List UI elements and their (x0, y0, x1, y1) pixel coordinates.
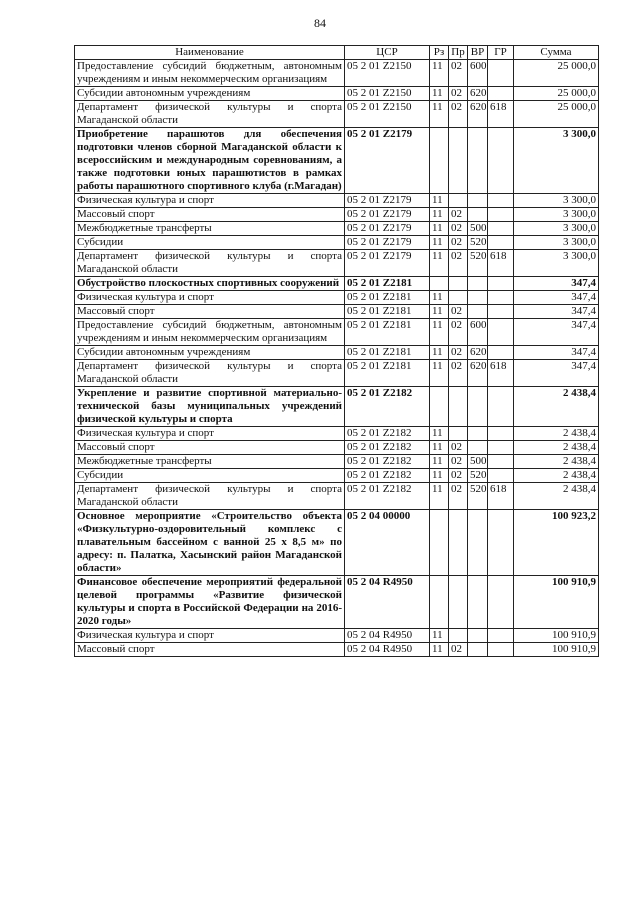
cell-rz (430, 576, 449, 629)
cell-gr (488, 305, 514, 319)
cell-sum: 25 000,0 (514, 87, 599, 101)
table-row (75, 441, 599, 455)
cell-pr (449, 387, 468, 427)
table-row (75, 360, 599, 387)
cell-name: Массовый спорт (75, 643, 345, 657)
cell-name: Массовый спорт (75, 208, 345, 222)
cell-pr (449, 576, 468, 629)
cell-rz: 11 (430, 427, 449, 441)
cell-gr (488, 346, 514, 360)
cell-code: 05 2 01 Z2182 (345, 469, 430, 483)
cell-sum: 347,4 (514, 277, 599, 291)
table-body (75, 60, 599, 657)
cell-vr: 500 (468, 222, 488, 236)
cell-name: Субсидии автономным учреждениям (75, 87, 345, 101)
cell-vr (468, 643, 488, 657)
cell-code: 05 2 01 Z2179 (345, 236, 430, 250)
table-row (75, 128, 599, 194)
cell-gr (488, 128, 514, 194)
cell-code: 05 2 01 Z2181 (345, 277, 430, 291)
cell-sum: 2 438,4 (514, 441, 599, 455)
cell-sum: 3 300,0 (514, 194, 599, 208)
cell-rz: 11 (430, 629, 449, 643)
cell-name: Обустройство плоскостных спортивных сооружений (75, 277, 345, 291)
cell-pr: 02 (449, 441, 468, 455)
cell-code: 05 2 01 Z2179 (345, 222, 430, 236)
table-row (75, 87, 599, 101)
cell-gr (488, 455, 514, 469)
cell-name: Финансовое обеспечение мероприятий федеральной целевой программы «Развитие физической культуры и спорта в Российской Федерации на 2016-2020 годы» (75, 576, 345, 629)
cell-code: 05 2 01 Z2181 (345, 360, 430, 387)
cell-vr (468, 194, 488, 208)
cell-gr (488, 576, 514, 629)
cell-sum: 2 438,4 (514, 469, 599, 483)
page-number: 84 (314, 16, 326, 30)
cell-vr: 520 (468, 250, 488, 277)
cell-sum: 100 910,9 (514, 643, 599, 657)
cell-name: Межбюджетные трансферты (75, 222, 345, 236)
cell-vr (468, 387, 488, 427)
cell-name: Физическая культура и спорт (75, 629, 345, 643)
cell-gr (488, 277, 514, 291)
cell-sum: 3 300,0 (514, 250, 599, 277)
table-row (75, 629, 599, 643)
cell-gr (488, 194, 514, 208)
cell-code: 05 2 01 Z2182 (345, 455, 430, 469)
table-row (75, 483, 599, 510)
cell-code: 05 2 04 R4950 (345, 643, 430, 657)
cell-gr (488, 208, 514, 222)
table-row (75, 455, 599, 469)
cell-rz: 11 (430, 346, 449, 360)
cell-sum: 347,4 (514, 305, 599, 319)
cell-rz: 11 (430, 319, 449, 346)
cell-code: 05 2 01 Z2182 (345, 387, 430, 427)
cell-gr (488, 60, 514, 87)
cell-code: 05 2 01 Z2182 (345, 483, 430, 510)
cell-code: 05 2 01 Z2150 (345, 87, 430, 101)
cell-name: Массовый спорт (75, 441, 345, 455)
cell-name: Межбюджетные трансферты (75, 455, 345, 469)
cell-pr: 02 (449, 222, 468, 236)
cell-sum: 100 910,9 (514, 576, 599, 629)
cell-rz: 11 (430, 360, 449, 387)
cell-gr (488, 291, 514, 305)
cell-name: Укрепление и развитие спортивной материально-технической базы муниципальных учреждений физической культуры и спорта (75, 387, 345, 427)
cell-pr: 02 (449, 101, 468, 128)
cell-pr: 02 (449, 208, 468, 222)
cell-vr (468, 576, 488, 629)
cell-sum: 2 438,4 (514, 483, 599, 510)
cell-pr (449, 510, 468, 576)
cell-gr (488, 87, 514, 101)
cell-gr (488, 629, 514, 643)
cell-sum: 100 910,9 (514, 629, 599, 643)
table-row (75, 346, 599, 360)
cell-gr: 618 (488, 101, 514, 128)
cell-pr: 02 (449, 643, 468, 657)
cell-vr (468, 629, 488, 643)
cell-name: Физическая культура и спорт (75, 291, 345, 305)
cell-rz: 11 (430, 101, 449, 128)
cell-pr (449, 291, 468, 305)
table-row (75, 510, 599, 576)
table-row (75, 194, 599, 208)
cell-vr (468, 208, 488, 222)
cell-code: 05 2 01 Z2182 (345, 427, 430, 441)
cell-sum: 3 300,0 (514, 208, 599, 222)
cell-pr: 02 (449, 360, 468, 387)
cell-code: 05 2 01 Z2179 (345, 208, 430, 222)
budget-table (74, 45, 599, 657)
cell-pr (449, 629, 468, 643)
cell-vr (468, 128, 488, 194)
table-row (75, 236, 599, 250)
cell-rz: 11 (430, 469, 449, 483)
cell-sum: 347,4 (514, 291, 599, 305)
cell-sum: 347,4 (514, 360, 599, 387)
cell-code: 05 2 01 Z2179 (345, 194, 430, 208)
cell-pr: 02 (449, 60, 468, 87)
cell-vr: 620 (468, 87, 488, 101)
table-row (75, 208, 599, 222)
header-gr: ГР (488, 46, 514, 60)
cell-gr: 618 (488, 250, 514, 277)
cell-vr: 620 (468, 360, 488, 387)
cell-sum: 2 438,4 (514, 455, 599, 469)
cell-rz: 11 (430, 87, 449, 101)
cell-rz (430, 510, 449, 576)
table-row (75, 277, 599, 291)
cell-code: 05 2 01 Z2179 (345, 128, 430, 194)
cell-rz: 11 (430, 291, 449, 305)
cell-vr: 620 (468, 101, 488, 128)
cell-vr: 600 (468, 319, 488, 346)
cell-rz (430, 128, 449, 194)
cell-sum: 347,4 (514, 346, 599, 360)
cell-code: 05 2 04 00000 (345, 510, 430, 576)
table-row (75, 387, 599, 427)
cell-sum: 3 300,0 (514, 236, 599, 250)
cell-name: Субсидии (75, 236, 345, 250)
cell-name: Приобретение парашютов для обеспечения подготовки членов сборной Магаданской области к всероссийским и международным соревнованиям, а также подготовки юных парашютистов в рамках работы парашютного спортивного клуба (г.Магадан) (75, 128, 345, 194)
cell-rz: 11 (430, 305, 449, 319)
cell-name: Массовый спорт (75, 305, 345, 319)
cell-rz: 11 (430, 222, 449, 236)
cell-gr (488, 510, 514, 576)
header-code: ЦСР (345, 46, 430, 60)
table-row (75, 319, 599, 346)
cell-gr: 618 (488, 483, 514, 510)
cell-code: 05 2 01 Z2181 (345, 346, 430, 360)
cell-name: Предоставление субсидий бюджетным, автономным учреждениям и иным некоммерческим организациям (75, 319, 345, 346)
cell-sum: 3 300,0 (514, 128, 599, 194)
cell-vr (468, 441, 488, 455)
cell-pr (449, 427, 468, 441)
table-row (75, 250, 599, 277)
table-row (75, 291, 599, 305)
cell-rz: 11 (430, 194, 449, 208)
cell-rz: 11 (430, 455, 449, 469)
cell-pr: 02 (449, 469, 468, 483)
cell-code: 05 2 04 R4950 (345, 576, 430, 629)
cell-name: Департамент физической культуры и спорта Магаданской области (75, 250, 345, 277)
cell-vr: 600 (468, 60, 488, 87)
cell-vr (468, 305, 488, 319)
header-name: Наименование (75, 46, 345, 60)
cell-pr: 02 (449, 319, 468, 346)
cell-vr: 520 (468, 236, 488, 250)
table-row (75, 60, 599, 87)
cell-sum: 25 000,0 (514, 60, 599, 87)
cell-code: 05 2 01 Z2150 (345, 60, 430, 87)
cell-code: 05 2 01 Z2150 (345, 101, 430, 128)
cell-gr (488, 441, 514, 455)
cell-rz: 11 (430, 60, 449, 87)
cell-name: Субсидии (75, 469, 345, 483)
cell-pr (449, 277, 468, 291)
cell-code: 05 2 01 Z2181 (345, 291, 430, 305)
cell-name: Субсидии автономным учреждениям (75, 346, 345, 360)
cell-name: Департамент физической культуры и спорта Магаданской области (75, 483, 345, 510)
cell-sum: 2 438,4 (514, 387, 599, 427)
cell-gr (488, 469, 514, 483)
cell-code: 05 2 01 Z2179 (345, 250, 430, 277)
cell-gr (488, 427, 514, 441)
cell-vr: 520 (468, 469, 488, 483)
cell-code: 05 2 04 R4950 (345, 629, 430, 643)
cell-rz: 11 (430, 643, 449, 657)
cell-name: Департамент физической культуры и спорта Магаданской области (75, 101, 345, 128)
cell-sum: 100 923,2 (514, 510, 599, 576)
cell-code: 05 2 01 Z2181 (345, 305, 430, 319)
cell-rz (430, 387, 449, 427)
cell-rz: 11 (430, 208, 449, 222)
cell-vr: 520 (468, 483, 488, 510)
cell-pr: 02 (449, 87, 468, 101)
header-pr: Пр (449, 46, 468, 60)
header-vr: ВР (468, 46, 488, 60)
cell-gr (488, 643, 514, 657)
cell-name: Департамент физической культуры и спорта Магаданской области (75, 360, 345, 387)
cell-sum: 347,4 (514, 319, 599, 346)
table-row (75, 305, 599, 319)
cell-sum: 25 000,0 (514, 101, 599, 128)
cell-pr: 02 (449, 236, 468, 250)
cell-vr: 500 (468, 455, 488, 469)
cell-vr (468, 510, 488, 576)
cell-name: Физическая культура и спорт (75, 427, 345, 441)
header-sum: Сумма (514, 46, 599, 60)
cell-sum: 3 300,0 (514, 222, 599, 236)
cell-pr (449, 194, 468, 208)
table-row (75, 101, 599, 128)
table-header-row (75, 46, 599, 60)
cell-rz: 11 (430, 250, 449, 277)
cell-vr (468, 427, 488, 441)
cell-name: Предоставление субсидий бюджетным, автономным учреждениям и иным некоммерческим организациям (75, 60, 345, 87)
header-rz: Рз (430, 46, 449, 60)
cell-vr (468, 277, 488, 291)
cell-code: 05 2 01 Z2182 (345, 441, 430, 455)
cell-code: 05 2 01 Z2181 (345, 319, 430, 346)
cell-name: Основное мероприятие «Строительство объекта «Физкультурно-оздоровительный комплекс с плавательным бассейном с ванной 25 х 8,5 м» по адресу: п. Палатка, Хасынский район Магаданской области» (75, 510, 345, 576)
cell-rz: 11 (430, 441, 449, 455)
cell-rz: 11 (430, 483, 449, 510)
cell-pr: 02 (449, 483, 468, 510)
cell-gr (488, 387, 514, 427)
cell-vr: 620 (468, 346, 488, 360)
cell-gr: 618 (488, 360, 514, 387)
cell-pr: 02 (449, 250, 468, 277)
cell-pr: 02 (449, 346, 468, 360)
cell-pr (449, 128, 468, 194)
cell-pr: 02 (449, 455, 468, 469)
cell-rz: 11 (430, 236, 449, 250)
cell-rz (430, 277, 449, 291)
table-row (75, 469, 599, 483)
cell-sum: 2 438,4 (514, 427, 599, 441)
table-row (75, 222, 599, 236)
table-row (75, 576, 599, 629)
cell-gr (488, 236, 514, 250)
cell-pr: 02 (449, 305, 468, 319)
cell-gr (488, 319, 514, 346)
cell-name: Физическая культура и спорт (75, 194, 345, 208)
table-row (75, 427, 599, 441)
cell-gr (488, 222, 514, 236)
table-row (75, 643, 599, 657)
cell-vr (468, 291, 488, 305)
